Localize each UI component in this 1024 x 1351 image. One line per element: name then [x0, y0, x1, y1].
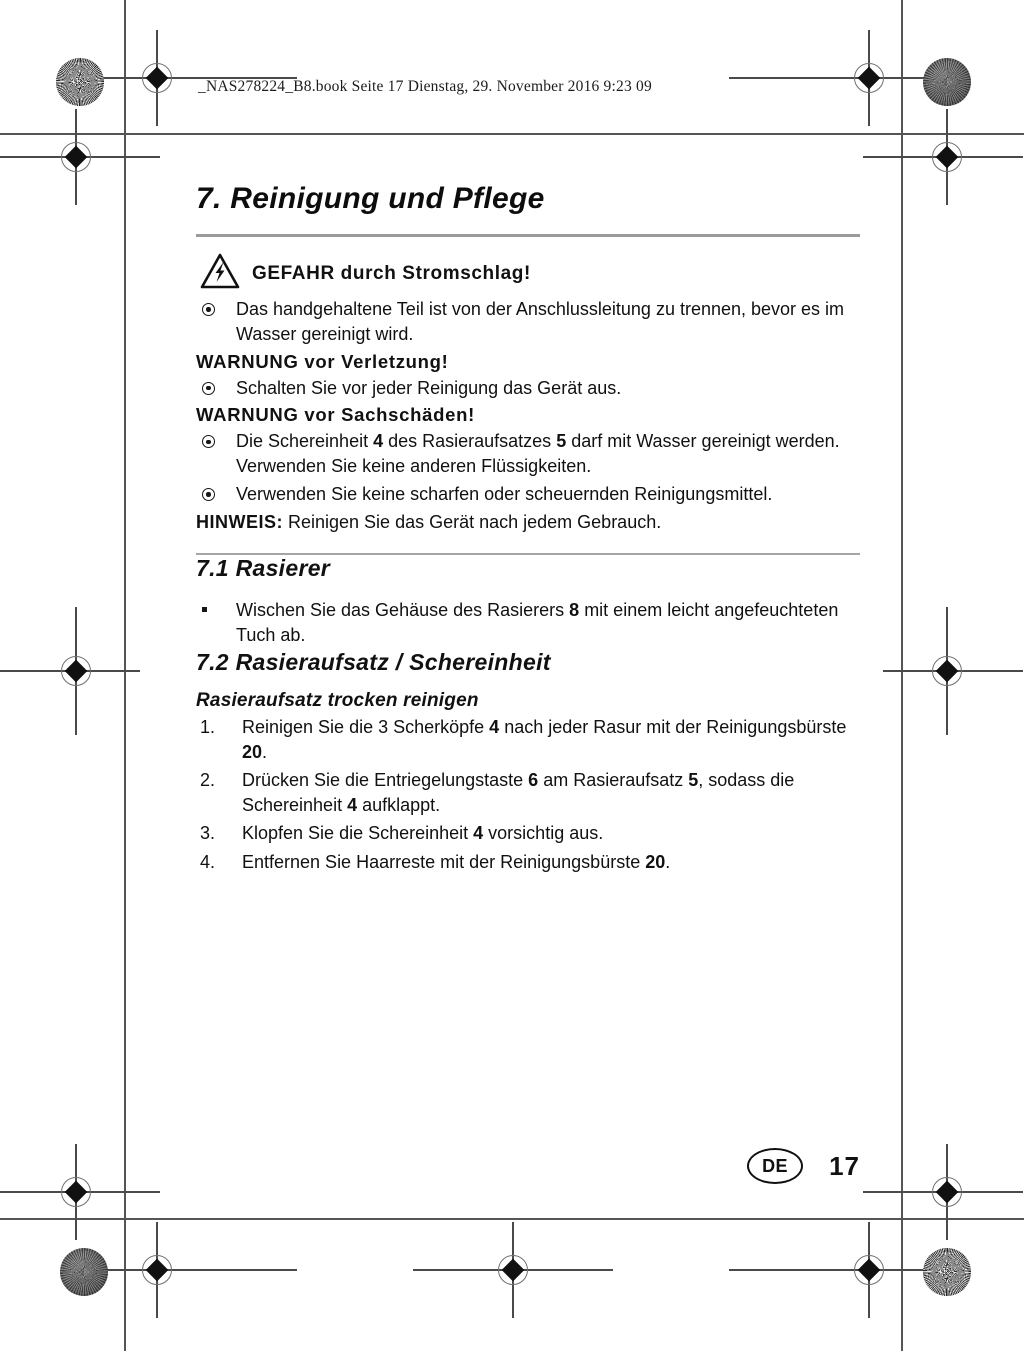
step-text-part: am Rasieraufsatz — [538, 770, 689, 791]
list-item-text-part: Wischen Sie das Gehäuse des Rasierers — [236, 600, 570, 621]
trim-line-bottom — [0, 1218, 1024, 1220]
page-number: 17 — [829, 1150, 860, 1181]
warning-triangle-electric-shock-icon — [200, 253, 240, 294]
section-heading-72: 7.2 Rasieraufsatz / Schereinheit — [196, 648, 551, 675]
part-reference-number: 4 — [489, 716, 500, 737]
list-item — [196, 850, 860, 875]
step-text-part: Drücken Sie die Entriegelungstaste — [242, 770, 529, 791]
page-footer — [196, 1148, 860, 1184]
list-item — [196, 715, 860, 765]
part-reference-number: 4 — [373, 431, 384, 452]
list-item-text-part: Die Schereinheit — [236, 431, 374, 452]
step-text-part: Entfernen Sie Haarreste mit der Reinigungsbürste — [242, 851, 646, 872]
warning-damage-title: WARNUNG vor Sachschäden! — [196, 404, 475, 426]
step-text-part: aufklappt. — [357, 795, 441, 816]
step-text-part: . — [665, 851, 671, 872]
list-item-text-part: darf mit Wasser gereinigt werden. Verwenden Sie keine anderen Flüssigkeiten. — [236, 431, 840, 477]
language-badge: DE — [747, 1148, 803, 1184]
step-number: 3. — [200, 823, 216, 844]
danger-item-list — [196, 297, 860, 347]
page-content — [196, 182, 860, 875]
part-reference-number: 5 — [688, 770, 699, 791]
list-item-text: Verwenden Sie keine scharfen oder scheuernden Reinigungsmittel. — [236, 484, 773, 505]
trim-line-top — [0, 133, 1024, 135]
step-text-part: vorsichtig aus. — [483, 823, 604, 844]
part-reference-number: 20 — [645, 851, 666, 872]
dot-bullet-icon — [202, 435, 215, 448]
part-reference-number: 4 — [347, 795, 358, 816]
list-item — [196, 429, 860, 479]
list-item — [196, 768, 860, 818]
step-number: 1. — [200, 716, 216, 737]
list-item — [196, 297, 860, 347]
part-reference-number: 5 — [556, 431, 567, 452]
safety-notice-block — [196, 253, 860, 535]
warning-injury-item-list — [196, 376, 860, 401]
step-number: 2. — [200, 770, 216, 791]
chapter-rule — [196, 234, 860, 237]
step-text-part: Klopfen Sie die Schereinheit — [242, 823, 474, 844]
trim-line-left — [124, 0, 126, 1351]
dot-bullet-icon — [202, 382, 215, 395]
dot-bullet-icon — [202, 303, 215, 316]
list-item-text-part: mit einem leicht angefeuchteten Tuch ab. — [236, 600, 839, 646]
part-reference-number: 6 — [528, 770, 539, 791]
dot-bullet-icon — [202, 488, 215, 501]
list-item — [196, 598, 860, 648]
chapter-title: 7. Reinigung und Pflege — [196, 182, 545, 215]
list-item — [196, 821, 860, 846]
subsection-heading-dry-clean: Rasieraufsatz trocken reinigen — [196, 689, 479, 711]
star-target-top-right — [923, 58, 971, 106]
list-item — [196, 482, 860, 507]
star-target-bottom-right — [923, 1248, 971, 1296]
step-text-part: nach jeder Rasur mit der Reinigungsbürste — [499, 716, 847, 737]
square-bullet-icon — [202, 607, 207, 612]
warning-damage-item-list — [196, 429, 860, 506]
list-item-text-part: des Rasieraufsatzes — [383, 431, 557, 452]
cleaning-steps-list — [196, 715, 860, 875]
star-target-top-left — [56, 58, 104, 106]
part-reference-number: 8 — [569, 600, 580, 621]
section-71-item-list — [196, 598, 860, 648]
section-heading-71: 7.1 Rasierer — [196, 555, 331, 582]
step-text-part: , sodass die Schereinheit — [242, 770, 795, 816]
list-item-text: Schalten Sie vor jeder Reinigung das Gerät aus. — [236, 377, 622, 398]
note-label: HINWEIS: — [196, 511, 283, 532]
file-header-line: _NAS278224_B8.book Seite 17 Dienstag, 29. November 2016 9:23 09 — [198, 78, 652, 95]
warning-injury-title: WARNUNG vor Verletzung! — [196, 350, 449, 372]
step-number: 4. — [200, 851, 216, 872]
step-text-part: Reinigen Sie die 3 Scherköpfe — [242, 716, 490, 737]
list-item-text: Das handgehaltene Teil ist von der Anschlussleitung zu trennen, bevor es im Wasser gereinigt wird. — [236, 299, 845, 344]
note-text: Reinigen Sie das Gerät nach jedem Gebrauch. — [283, 511, 662, 532]
danger-title-text: GEFAHR durch Stromschlag! — [252, 262, 531, 284]
part-reference-number: 20 — [242, 741, 263, 762]
step-text-part: . — [262, 741, 268, 762]
note-line — [196, 510, 860, 535]
danger-heading — [200, 253, 860, 294]
star-target-bottom-left — [60, 1248, 108, 1296]
part-reference-number: 4 — [473, 823, 484, 844]
trim-line-right — [901, 0, 903, 1351]
list-item — [196, 376, 860, 401]
